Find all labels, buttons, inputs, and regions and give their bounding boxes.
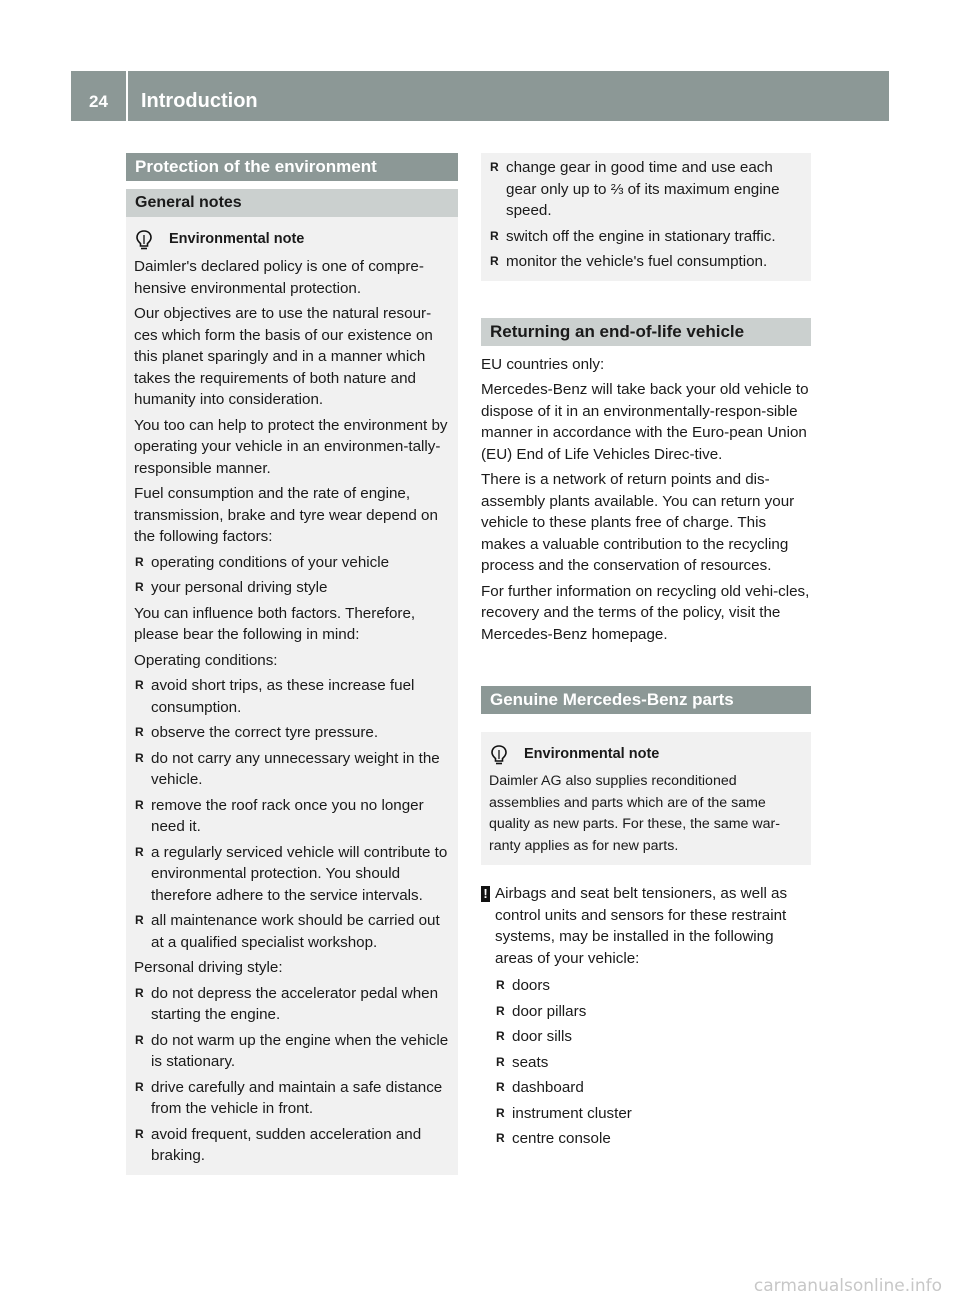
list-item: R door pillars [496, 1002, 587, 1020]
list-item: R centre console [496, 1130, 611, 1147]
list-item: R avoid frequent, sudden acceleration and braking. [135, 1125, 422, 1164]
page-number: 24 [89, 92, 108, 111]
light-bulb-icon [134, 229, 154, 251]
parts-note-panel [481, 732, 811, 865]
operating-conditions-list [134, 675, 450, 953]
watermark: carmanualsonline.info [753, 1276, 942, 1296]
list-item: R dashboard [496, 1079, 584, 1096]
list-item: R seats [496, 1053, 549, 1071]
list-item: R doors [496, 977, 550, 994]
driving-style-label: Personal driving style: [134, 959, 283, 976]
parts-note-text: Daimler AG also supplies reconditioned assemblies and parts which are of the same quality as new parts. For these, the same war-ranty applies as for new parts. [489, 773, 780, 854]
list-item: R your personal driving style [135, 579, 328, 596]
list-item: R all maintenance work should be carried out at a qualified specialist workshop. [135, 912, 440, 951]
list-item: R operating conditions of your vehicle [135, 553, 390, 571]
factors-list [134, 552, 450, 599]
paragraph: You too can help to protect the environment by operating your vehicle in an environmen-tally-responsible manner. [134, 416, 448, 477]
list-item: R do not carry any unnecessary weight in the vehicle. [135, 749, 440, 788]
list-item: R a regularly serviced vehicle will contribute to environmental protection. You should therefore adhere to the service intervals. [135, 843, 448, 904]
list-item: R change gear in good time and use each gear only up to ⅔ of its maximum engine speed. [490, 159, 780, 219]
note-title-text: Environmental note [169, 231, 305, 248]
parts-note-title [489, 744, 803, 766]
airbag-areas-list [495, 975, 811, 1150]
list-item: R remove the roof rack once you no longer need it. [135, 796, 424, 835]
continued-list-panel [481, 153, 811, 281]
page-header [71, 71, 889, 121]
section-header-environment: Protection of the environment [126, 153, 458, 181]
subsection-header-general-notes: General notes [126, 189, 458, 217]
section-header-end-of-life: Returning an end-of-life vehicle [481, 318, 811, 346]
driving-style-list [134, 983, 450, 1167]
header-divider [126, 71, 128, 121]
section-header-genuine-parts: Genuine Mercedes-Benz parts [481, 686, 811, 714]
continued-driving-list [489, 157, 803, 273]
warning-icon: ! [481, 886, 490, 902]
warning-block [481, 883, 811, 1150]
right-column [481, 153, 811, 1154]
environmental-note-title [134, 229, 450, 251]
note-title-text: Environmental note [524, 746, 660, 763]
list-item: R observe the correct tyre pressure. [135, 724, 379, 741]
paragraph: There is a network of return points and dis-assembly plants available. You can return your vehicle to these plants free of charge. This makes a valuable contribution to the recycling process and the conservation of resources. [481, 471, 795, 574]
chapter-title: Introduction [141, 90, 258, 112]
list-item: R door sills [496, 1028, 572, 1045]
light-bulb-icon [489, 744, 509, 766]
list-item: R monitor the vehicle's fuel consumption. [490, 253, 768, 270]
warning-text: Airbags and seat belt tensioners, as well as control units and sensors for these restraint systems, may be installed in the following areas of your vehicle: [495, 885, 788, 967]
list-item: R do not warm up the engine when the vehicle is stationary. [135, 1031, 449, 1070]
paragraph: EU countries only: [481, 355, 605, 373]
paragraph: You can influence both factors. Therefore, please bear the following in mind: [134, 604, 416, 643]
list-item: R do not depress the accelerator pedal when starting the engine. [135, 984, 439, 1023]
paragraph: Fuel consumption and the rate of engine, transmission, brake and tyre wear depend on the following factors: [134, 485, 438, 545]
general-notes-panel [126, 217, 458, 1175]
left-column [126, 153, 458, 1175]
paragraph: Our objectives are to use the natural resour-ces which form the basis of our existence on this planet sparingly and in a manner which takes the requirements of both nature and humanity into consideration. [134, 305, 433, 408]
operating-conditions-label: Operating conditions: [134, 651, 278, 669]
list-item: R avoid short trips, as these increase fuel consumption. [135, 677, 415, 716]
list-item: R instrument cluster [496, 1104, 632, 1122]
list-item: R switch off the engine in stationary traffic. [490, 227, 776, 245]
paragraph: For further information on recycling old vehi-cles, recovery and the terms of the policy, visit the Mercedes-Benz homepage. [481, 582, 810, 643]
paragraph: Daimler's declared policy is one of compre-hensive environmental protection. [134, 258, 424, 297]
list-item: R drive carefully and maintain a safe distance from the vehicle in front. [135, 1078, 443, 1117]
paragraph: Mercedes-Benz will take back your old vehicle to dispose of it in an environmentally-respon-sible manner in accordance with the Euro-pean Union (EU) End of Life Vehicles Direc-tive. [481, 381, 809, 463]
